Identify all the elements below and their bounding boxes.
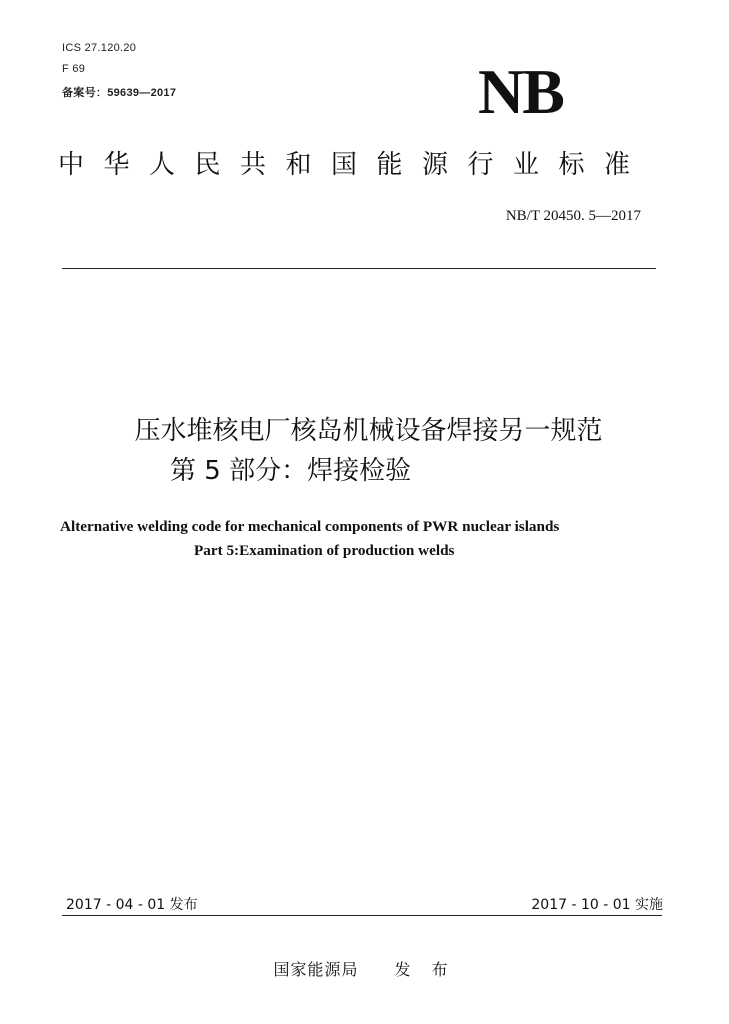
record-number: 备案号：59639—2017 — [62, 87, 177, 99]
title-english-line-1: Alternative welding code for mechanical components of PWR nuclear islands — [60, 518, 560, 535]
standard-number: NB/T 20450. 5—2017 — [505, 208, 641, 224]
title-english-line-2: Part 5:Examination of production welds — [194, 542, 455, 559]
issuer-row — [0, 962, 729, 978]
title-chinese-line-1: 压水堆核电厂核岛机械设备焊接另一规范 — [134, 416, 603, 446]
issue-label: 发 布 — [394, 960, 456, 979]
publication-date: 2017 - 04 - 01 发布 — [66, 897, 198, 913]
implementation-date: 2017 - 10 - 01 实施 — [531, 897, 663, 913]
footer-divider — [62, 915, 662, 916]
nb-logo: NB — [478, 56, 563, 127]
ics-code: ICS 27.120.20 — [62, 42, 137, 54]
header-divider — [62, 268, 656, 269]
classification-code: F 69 — [62, 63, 86, 75]
issuer-name: 国家能源局 — [273, 960, 359, 979]
title-chinese-line-2: 第 5 部分：焊接检验 — [170, 456, 412, 486]
standard-type-heading: 中华人民共和国能源行业标准 — [58, 150, 650, 180]
